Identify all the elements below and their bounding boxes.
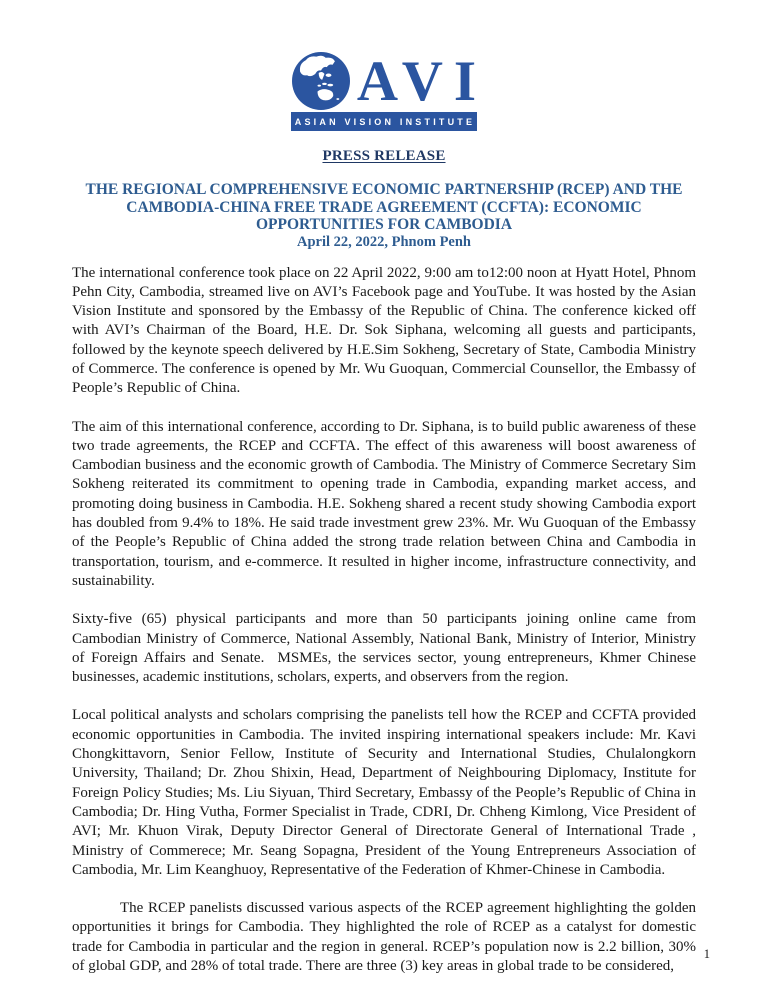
date-line: April 22, 2022, Phnom Penh [296,233,471,250]
logo-container [0,0,768,131]
paragraph-4: Local political analysts and scholars comprising the panelists tell how the RCEP and CCFTA provided economic opportunities in Cambodia. The invited inspiring international speakers include: Mr. Kavi Chongkittavorn, Senior Fellow, Institute of Security and International Studies, Chulalongkorn University, Thailand; Dr. Zhou Shixin, Head, Department of Neighbouring Diplomacy, Institute for Foreign Policy Studies; Ms. Liu Siyuan, Third Secretary, Embassy of the People’s Republic of China in Cambodia; Dr. Hing Vutha, Former Specialist in Trade, CDRI, Dr. Chheng Kimlong, Vice President of AVI; Mr. Khuon Virak, Deputy Director General of Directorate General of International Trade , Ministry of Commerece; Mr. Seang Sopagna, President of the Young Entrepreneurs Association of Cambodia, Mr. Lim Keanghuoy, Representative of the Federation of Khmer-Chinese in Cambodia. [72,707,696,878]
paragraph-3: Sixty-five (65) physical participants and more than 50 participants joining online came from Cambodian Ministry of Commerce, National Assembly, National Bank, Ministry of Interior, Ministry of Foreign Affairs and Senate. MSMEs, the services sector, young entrepreneurs, Khmer Chinese businesses, academic institutions, scholars, experts, and observers from the region. [72,611,696,686]
document-title [0,181,768,234]
title-line-3: OPPORTUNITIES FOR CAMBODIA [255,216,513,233]
title-line-1: THE REGIONAL COMPREHENSIVE ECONOMIC PARTNERSHIP (RCEP) AND THE [85,181,683,198]
paragraph-2: The aim of this international conference, according to Dr. Siphana, is to build public awareness of these two trade agreements, the RCEP and CCFTA. The effect of this awareness will boost awareness of Cambodian business and the economic growth of Cambodia. The Ministry of Commerce Secretary Sim Sokheng reiterated its commitment to opening trade in Cambodia, expanding market access, and promoting doing business in Cambodia. H.E. Sokheng shared a recent study showing Cambodia export has doubled from 9.4% to 18%. He said trade investment grew 23%. Mr. Wu Guoquan of the Embassy of the People’s Republic of China added the strong trade relation between China and Cambodia in transportation, tourism, and e-commerce. It resulted in higher income, infrastructure connectivity, and sustainability. [72,418,696,589]
document-body [72,264,696,977]
globe-asia-icon [292,52,350,110]
page-number: 1 [703,947,710,961]
logo-acronym: AVI [356,49,488,113]
avi-logo [291,49,488,131]
press-release-heading: PRESS RELEASE [322,148,446,164]
title-line-2: CAMBODIA-CHINA FREE TRADE AGREEMENT (CCFTA): ECONOMIC [126,198,642,216]
paragraph-5: The RCEP panelists discussed various aspects of the RCEP agreement highlighting the golden opportunities it brings for Cambodia. They highlighted the role of RCEP as a catalyst for domestic trade for Cambodia in particular and the region in general. RCEP’s population now is 2.2 billion, 30% of global GDP, and 28% of total trade. There are three (3) key areas in global trade to be considered, [72,900,696,974]
paragraph-1: The international conference took place on 22 April 2022, 9:00 am to12:00 noon at Hyatt Hotel, Phnom Pehn City, Cambodia, streamed live on AVI’s Facebook page and YouTube. It was hosted by the Asian Vision Institute and sponsored by the Embassy of the Republic of China. The conference kicked off with AVI’s Chairman of the Board, H.E. Dr. Sok Siphana, welcoming all guests and participants, followed by the keynote speech delivered by H.E.Sim Sokheng, Secretary of State, Cambodia Ministry of Commerce. The conference is opened by Mr. Wu Guoquan, Commercial Counsellor, the Embassy of People’s Republic of China. [72,264,696,397]
logo-banner: ASIAN VISION INSTITUTE [291,112,477,131]
